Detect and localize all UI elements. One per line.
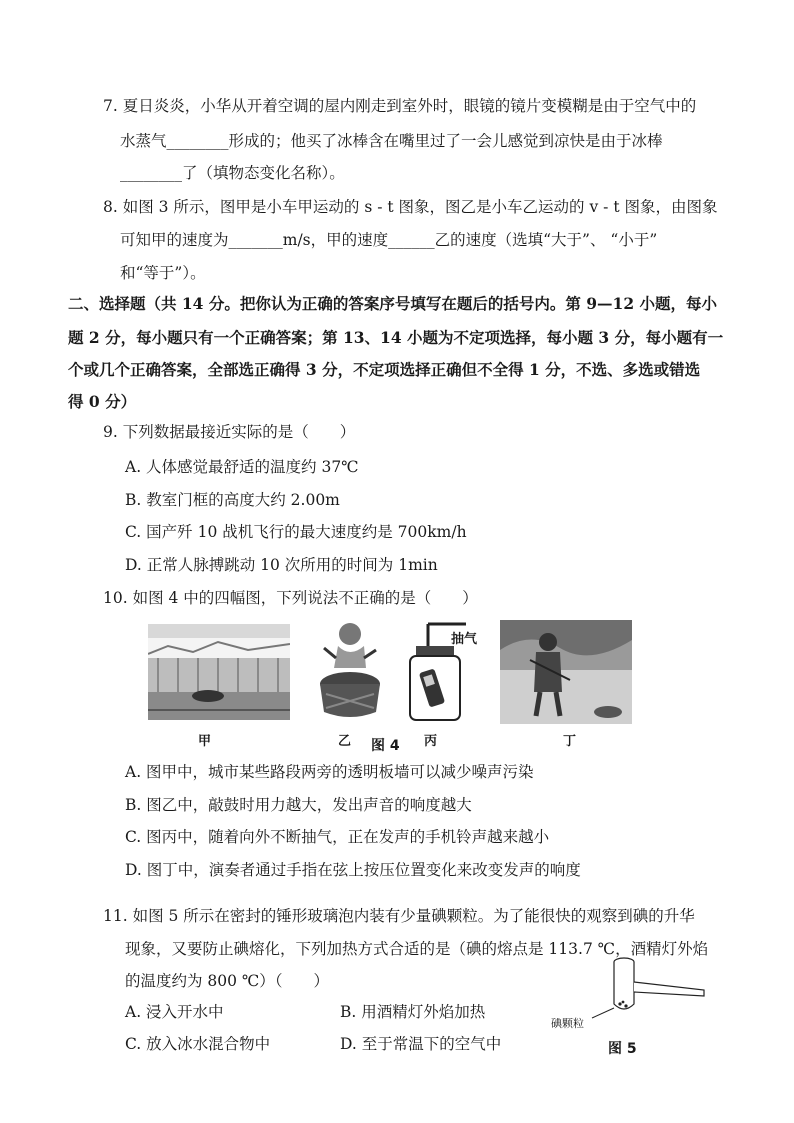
figure-4-panel-jia-road [148, 624, 290, 720]
figure-4-label-yi: 乙 [338, 734, 352, 749]
figure-4-label-bing: 丙 [424, 734, 438, 749]
section-2-line-1: 二、选择题（共 14 分。把你认为正确的答案序号填写在题后的括号内。第 9—12 小题，每小 [68, 294, 718, 313]
section-2-line-2: 题 2 分，每小题只有一个正确答案；第 13、14 小题为不定项选择，每小题 3 分，每小题有一 [68, 328, 724, 347]
q7-line-1: 7. 夏日炎炎，小华从开着空调的屋内刚走到室外时，眼镜的镜片变模糊是由于空气中的 [103, 97, 697, 115]
figure-4-panel-yi-drum [316, 618, 382, 722]
q9-option-c: C. 国产歼 10 战机飞行的最大速度约是 700km/h [125, 523, 467, 541]
q11-option-b: B. 用酒精灯外焰加热 [340, 1003, 486, 1021]
q11-line-2: 现象，又要防止碘熔化，下列加热方式合适的是（碘的熔点是 113.7 ℃，酒精灯外焰 [125, 940, 709, 958]
figure-4-label-jia: 甲 [198, 734, 212, 749]
q10-stem: 10. 如图 4 中的四幅图，下列说法不正确的是（ ） [103, 589, 478, 607]
q10-option-d: D. 图丁中，演奏者通过手指在弦上按压位置变化来改变发声的响度 [125, 861, 581, 879]
q8-line-2: 可知甲的速度为_______m/s，甲的速度______乙的速度（选填“大于”、 “小于” [120, 231, 658, 249]
q9-option-b: B. 教室门框的高度大约 2.00m [125, 491, 340, 509]
q7-line-2: 水蒸气________形成的；他买了冰棒含在嘴里过了一会儿感觉到凉快是由于冰棒 [120, 132, 663, 150]
figure-5-caption: 图 5 [608, 1041, 637, 1057]
figure-4-pump-label: 抽气 [451, 632, 478, 647]
q9-option-a: A. 人体感觉最舒适的温度约 37℃ [125, 458, 359, 476]
figure-5-iodine-label: 碘颗粒 [551, 1017, 584, 1030]
q10-option-a: A. 图甲中，城市某些路段两旁的透明板墙可以减少噪声污染 [125, 763, 534, 781]
section-2-line-4: 得 0 分） [68, 392, 137, 411]
q7-line-3: ________了（填物态变化名称）。 [120, 164, 345, 182]
figure-4-caption: 图 4 [371, 738, 400, 754]
figure-4-label-ding: 丁 [563, 734, 577, 749]
q11-line-3: 的温度约为 800 ℃）（ ） [125, 972, 330, 990]
q9-stem: 9. 下列数据最接近实际的是（ ） [103, 423, 356, 441]
section-2-line-3: 个或几个正确答案，全部选正确得 3 分，不定项选择正确但不全得 1 分，不选、多选或错选 [68, 360, 701, 379]
q10-option-c: C. 图丙中，随着向外不断抽气，正在发声的手机铃声越来越小 [125, 828, 550, 846]
q11-option-c: C. 放入冰水混合物中 [125, 1035, 271, 1053]
q11-option-a: A. 浸入开水中 [125, 1003, 224, 1021]
q11-line-1: 11. 如图 5 所示在密封的锤形玻璃泡内装有少量碘颗粒。为了能很快的观察到碘的升华 [103, 907, 695, 925]
q11-option-d: D. 至于常温下的空气中 [340, 1035, 502, 1053]
figure-4-panel-ding-musician [500, 620, 632, 724]
q9-option-d: D. 正常人脉搏跳动 10 次所用的时间为 1min [125, 556, 438, 574]
q10-option-b: B. 图乙中，敲鼓时用力越大，发出声音的响度越大 [125, 796, 472, 814]
q8-line-1: 8. 如图 3 所示，图甲是小车甲运动的 s - t 图象，图乙是小车乙运动的 v - t 图象，由图象 [103, 198, 718, 216]
q8-line-3: 和“等于”）。 [120, 264, 206, 282]
